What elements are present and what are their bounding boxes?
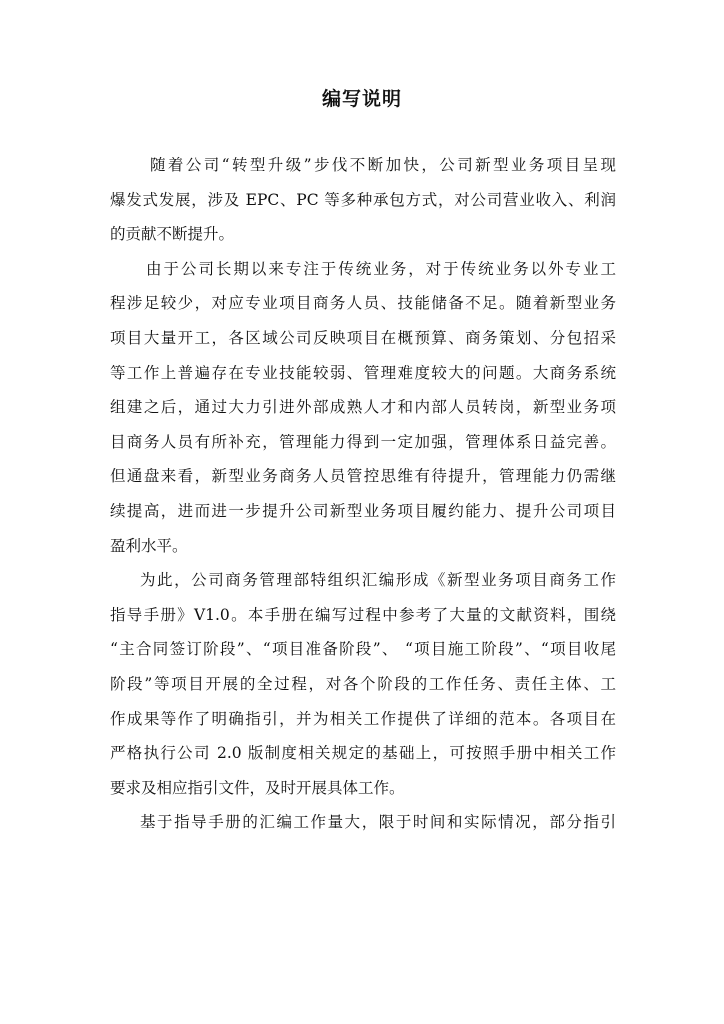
page-title: 编写说明: [321, 88, 402, 110]
paragraph-1-line-1: 随着公司“转型升级”步伐不断加快，公司新型业务项目呈现: [150, 156, 616, 174]
paragraph-2-line-1: 由于公司长期以来专注于传统业务，对于传统业务以外专业工: [146, 259, 616, 278]
paragraph-2-line-9: 盈利水平。: [110, 536, 188, 555]
paragraph-3-line-7: 要求及相应指引文件，及时开展具体工作。: [110, 778, 405, 797]
paragraph-3-line-6: 严格执行公司 2.0 版制度相关规定的基础上，可按照手册中相关工作: [110, 744, 616, 763]
paragraph-3-line-3: “主合同签订阶段”、“项目准备阶段”、 “项目施工阶段”、“项目收尾: [110, 640, 616, 659]
paragraph-3-line-4: 阶段”等项目开展的全过程，对各个阶段的工作任务、责任主体、工: [110, 674, 616, 693]
paragraph-3-line-5: 作成果等作了明确指引，并为相关工作提供了详细的范本。各项目在: [110, 709, 616, 728]
paragraph-2-line-4: 等工作上普遍存在专业技能较弱、管理难度较大的问题。大商务系统: [110, 363, 616, 382]
paragraph-2-line-3: 项目大量开工，各区域公司反映项目在概预算、商务策划、分包招采: [110, 328, 616, 347]
paragraph-1-line-2: 爆发式发展，涉及 EPC、PC 等多种承包方式，对公司营业收入、利润: [110, 190, 616, 209]
paragraph-2-line-5: 组建之后，通过大力引进外部成熟人才和内部人员转岗，新型业务项: [110, 398, 616, 417]
paragraph-3-line-2: 指导手册》V1.0。本手册在编写过程中参考了大量的文献资料，围绕: [110, 605, 616, 624]
paragraph-1-line-3: 的贡献不断提升。: [110, 225, 235, 244]
paragraph-3-line-1: 为此，公司商务管理部特组织汇编形成《新型业务项目商务工作: [140, 571, 616, 590]
paragraph-2-line-7: 但通盘来看，新型业务商务人员管控思维有待提升，管理能力仍需继: [110, 467, 616, 486]
paragraph-2-line-6: 目商务人员有所补充，管理能力得到一定加强，管理体系日益完善。: [110, 432, 616, 451]
paragraph-2-line-2: 程涉足较少，对应专业项目商务人员、技能储备不足。随着新型业务: [110, 294, 616, 313]
paragraph-4-line-1: 基于指导手册的汇编工作量大，限于时间和实际情况，部分指引: [140, 813, 616, 832]
document-body: [110, 148, 616, 840]
paragraph-2-line-8: 续提高，进而进一步提升公司新型业务项目履约能力、提升公司项目: [110, 501, 616, 520]
